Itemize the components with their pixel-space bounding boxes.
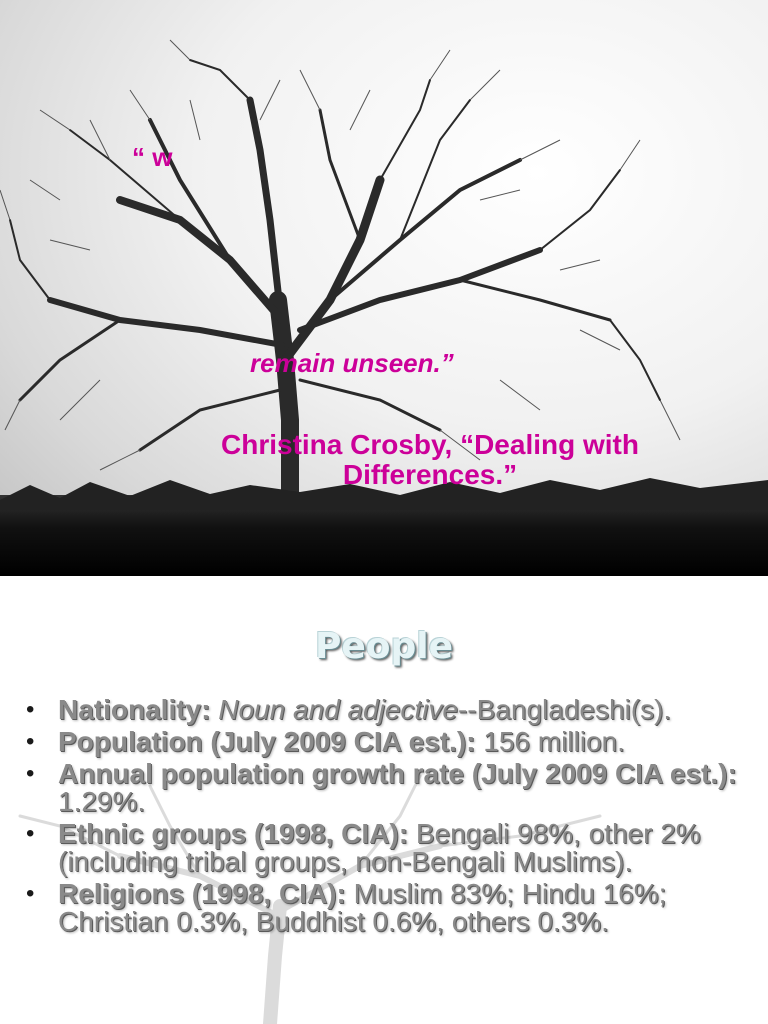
quote-ending-text: remain unseen.” (250, 348, 454, 378)
fact-label: Nationality: (58, 694, 211, 725)
fact-italic-text: Noun and adjective (218, 694, 458, 725)
fact-text: --Bangladeshi(s). (457, 694, 672, 725)
list-item (20, 760, 750, 816)
quote-attribution: Christina Crosby, “Dealing with Differences.” (221, 429, 639, 490)
bullet-icon: • (26, 696, 35, 723)
fact-label: Religions (1998, CIA): (58, 878, 346, 909)
fact-text: Muslim 83%; Hindu 16%; Christian 0.3%, Buddhist 0.6%, others 0.3%. (58, 878, 667, 937)
bullet-icon: • (26, 820, 35, 847)
fact-text: 1.29%. (58, 786, 146, 817)
fact-text: 156 million. (475, 726, 625, 757)
list-item (20, 820, 750, 876)
list-item (20, 728, 750, 756)
list-item (20, 880, 750, 936)
bullet-icon: • (26, 760, 35, 787)
fact-label: Annual population growth rate (July 2009 CIA est.): (58, 758, 737, 789)
quote-opening-text: “ w (132, 142, 173, 172)
bullet-icon: • (26, 880, 35, 907)
facts-list (20, 696, 750, 940)
slide-title: People (314, 626, 454, 667)
fact-label: Ethnic groups (1998, CIA): (58, 818, 409, 849)
bullet-icon: • (26, 728, 35, 755)
fact-label: Population (July 2009 CIA est.): (58, 726, 476, 757)
list-item (20, 696, 750, 724)
fact-text: Bengali 98%, other 2% (including tribal groups, non-Bengali Muslims). (58, 818, 701, 877)
